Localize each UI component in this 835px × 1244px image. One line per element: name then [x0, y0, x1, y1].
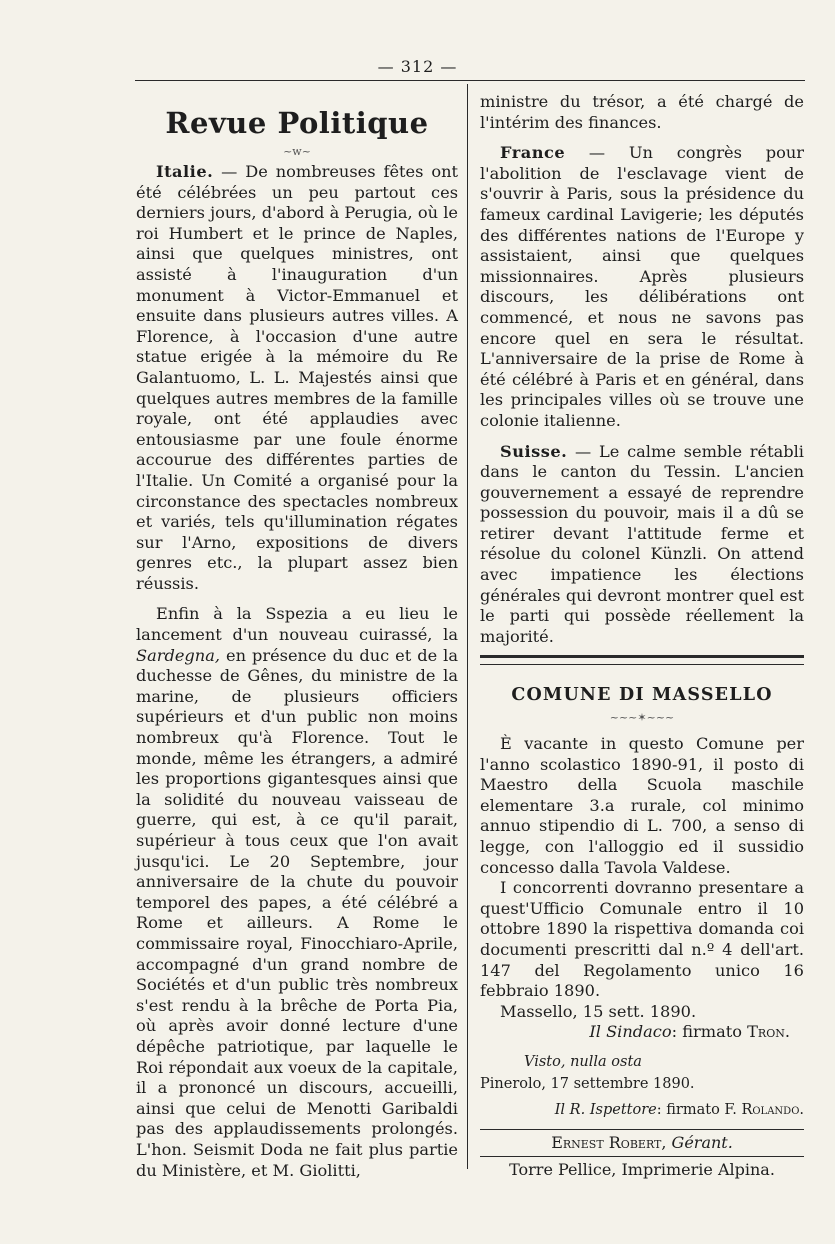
gerant-rule-top	[480, 1129, 804, 1130]
text-spezia-a: Enfin à la Sspezia a eu lieu le lancement d'un nouveau cuirassé, la	[136, 604, 458, 645]
sindaco-name: Tron.	[747, 1022, 790, 1042]
text-france: — Un congrès pour l'abolition de l'esclavage vient de s'ouvrir à Paris, sous la présidence du fameux cardinal Lavigerie; les députés des différentes nations de l'Europe y assistaient, ainsi que quelques missionnaires. Après plusieurs discours, les délibérations ont commencé, et nous ne savons pas encore quel en sera le résultat. L'anniversaire de la prise de Rome à été célébré à Paris et en général, dans les principales villes où se trouve une colonie italienne.	[480, 143, 804, 430]
comune-title: COMUNE DI MASSELLO	[511, 685, 773, 706]
section-title: Revue Politique	[165, 106, 429, 140]
visto-line: Visto, nulla osta	[524, 1053, 642, 1070]
sindaco-text: : firmato	[671, 1022, 748, 1042]
heading-italie: Italie.	[156, 162, 214, 181]
ispettore-label: Il R. Ispettore	[554, 1101, 657, 1118]
title-flourish: ~w~	[283, 145, 311, 158]
comune-paragraph-2: I concorrenti dovranno presentare a quest'Ufficio Comunale entro il 10 ottobre 1890 la rispettiva domanda coi documenti prescritti dal n.º 4 dell'art. 147 del Regolamento unico 16 febbraio 1890.	[480, 878, 804, 1001]
text-suisse: — Le calme semble rétabli dans le canton du Tessin. L'ancien gouvernement a essayé de reprendre possession du pouvoir, mais il a dû se retirer devant l'attitude ferme et résolue du colonel Künzli. On attend avec impatience les élections générales qui devront montrer quel est le parti qui possède réellement la majorité.	[480, 441, 804, 646]
ship-name: Sardegna,	[136, 645, 221, 665]
heading-france: France	[500, 143, 566, 163]
signoff-block	[480, 1051, 804, 1121]
text-spezia-b: en présence du duc et de la duchesse de Gênes, du ministre de la marine, de plusieurs officiers supérieurs et d'un public non moins nombreux qu'à Florence. Tout le monde, même les étrangers, a admiré les proportions gigantesques ainsi que la solidité du nouveau vaisseau de guerre, qui est, à ce qu'il parait, supérieur à tous ceux que l'on avait jusqu'ici. Le 20 Septembre, jour anniversaire de la chute du pouvoir temporel des papes, a été célébré a Rome et ailleurs. A Rome le commissaire royal, Finocchiaro-Aprile, accompagné d'un grand nombre de Sociétés et d'un public très nombreux s'est rendu à la brêche de Porta Pia, où après avoir donné lecture d'une dépêche patriotique, par laquelle le Roi répondait aux voeux de la capitale, il a prononcé un discours, accueilli, ainsi que celui de Menotti Garibaldi pas des applaudissements prolongés. L'hon. Seismit Doda ne fait plus partie du Ministère, et M. Giolitti,	[136, 645, 458, 1180]
paragraph-spezia	[136, 604, 458, 1181]
comune-flourish: ~~~✶~~~	[609, 711, 675, 725]
comune-date: Massello, 15 sett. 1890.	[500, 1001, 697, 1021]
left-column	[136, 92, 458, 1181]
top-rule	[135, 80, 805, 81]
paragraph-suisse	[480, 442, 804, 648]
ispettore-text: : firmato	[656, 1101, 725, 1118]
right-column	[480, 92, 804, 1181]
gerant-name: Ernest Robert,	[551, 1132, 667, 1152]
sindaco-label: Il Sindaco	[589, 1022, 672, 1042]
comune-sindaco	[480, 1022, 804, 1043]
heading-suisse: Suisse.	[500, 441, 568, 461]
column-divider	[467, 84, 468, 1169]
ispettore-line	[480, 1099, 804, 1121]
pinerolo-line: Pinerolo, 17 settembre 1890.	[480, 1075, 695, 1092]
paragraph-continuation: ministre du trésor, a été chargé de l'intérim des finances.	[480, 92, 804, 132]
page-number: — 312 —	[377, 57, 458, 76]
gerant-rule-bottom	[480, 1156, 804, 1157]
paragraph-italie	[136, 162, 458, 594]
section-separator	[480, 655, 804, 665]
gerant-label: Gérant.	[671, 1132, 733, 1152]
gerant-line	[480, 1132, 804, 1154]
comune-paragraph-1: È vacante in questo Comune per l'anno scolastico 1890-91, il posto di Maestro della Scuola maschile elementare 3.a rurale, col minimo annuo stipendio di L. 700, a senso di legge, con l'alloggio ed il sussidio concesso dalla Tavola Valdese.	[480, 734, 804, 877]
printer-line: Torre Pellice, Imprimerie Alpina.	[509, 1159, 775, 1179]
paragraph-france	[480, 143, 804, 431]
text-italie: — De nombreuses fêtes ont été célébrées un peu partout ces derniers jours, d'abord à Perugia, où le roi Humbert et le prince de Naples, ainsi que quelques ministres, ont assisté à l'inauguration d'un monument à Victor-Emmanuel et ensuite dans plusieurs autres villes. A Florence, à l'occasion d'une autre statue erigée à la mémoire du Re Galantuomo, L. L. Majestés ainsi que quelques autres membres de la famille royale, ont été applaudies avec entousiasme par une foule énorme accourue des différentes parties de l'Italie. Un Comité a organisé pour la circonstance des spectacles nombreux et variés, tels qu'illumination régates sur l'Arno, expositions de divers genres etc., la plupart assez bien réussis.	[136, 162, 458, 593]
ispettore-name: F. Rolando.	[724, 1101, 804, 1118]
